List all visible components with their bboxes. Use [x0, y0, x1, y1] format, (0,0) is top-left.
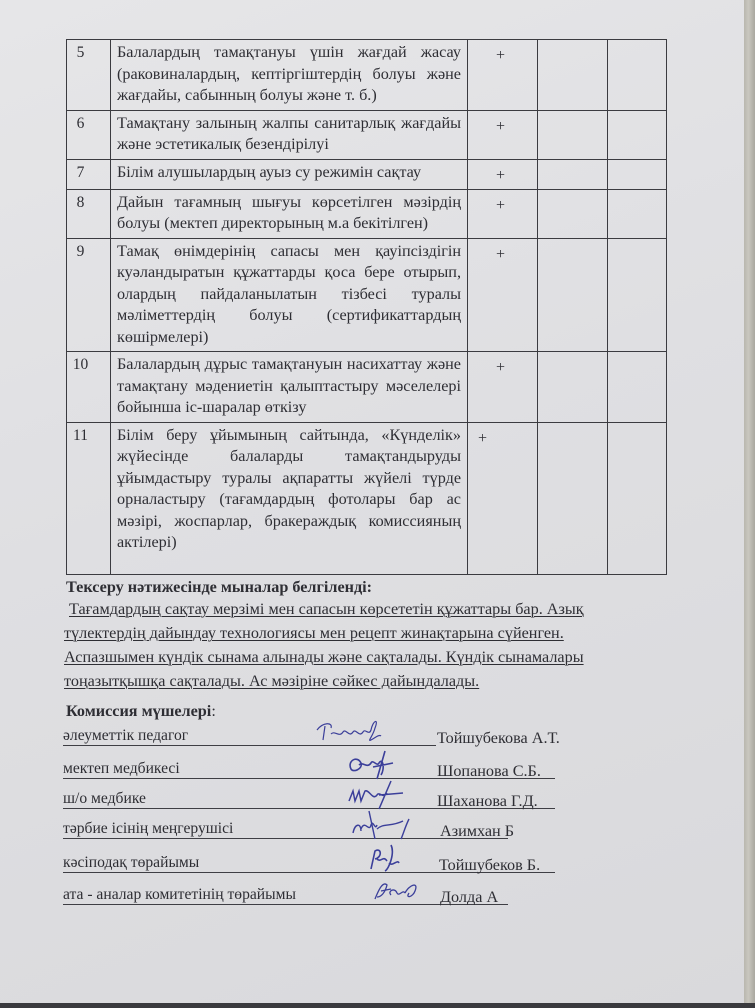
row-number: 6 — [76, 114, 85, 132]
empty-cell — [608, 159, 667, 189]
row-mark: + — [478, 429, 488, 447]
empty-cell — [608, 238, 667, 352]
commission-heading: Комиссия мүшелері: — [66, 702, 216, 720]
empty-cell — [608, 352, 667, 423]
checklist-table — [66, 39, 667, 575]
row-mark: + — [496, 359, 506, 376]
row-criterion: Білім беру ұйымының сайтында, «Күнделік» жүйесінде балаларды тамақтандыруды ұйымдастыру туралы ақпаратты жүйелі түрде орналастыру (тағамдардың фотолары бар ас мәзірі, жоспарлар, бракераждық комиссияның актілері) — [111, 422, 468, 574]
member-role: әлеуметтік педагог — [63, 727, 189, 744]
member-name: Шопанова С.Б. — [437, 762, 541, 780]
empty-cell — [538, 238, 608, 352]
signature-image — [347, 809, 417, 841]
empty-cell — [538, 40, 608, 111]
row-mark: + — [496, 196, 506, 214]
findings-heading: Тексеру нәтижесінде мыналар белгіленді: — [66, 578, 373, 596]
member-name: Тойшубекова А.Т. — [437, 729, 560, 747]
commission-member — [63, 851, 563, 873]
findings-line: Тағамдардың сақтау мерзімі мен сапасын көрсететін құжаттары бар. Азық — [69, 600, 584, 618]
signature-image — [369, 875, 439, 907]
commission-member — [63, 787, 563, 809]
row-mark: + — [496, 47, 506, 64]
row-number: 9 — [76, 242, 85, 260]
table-row — [67, 238, 667, 352]
empty-cell — [538, 110, 608, 159]
table-row — [67, 40, 667, 111]
page-edge — [0, 1003, 755, 1008]
commission-member — [63, 724, 563, 746]
member-name: Долда А — [440, 888, 499, 906]
member-role: ш/о медбике — [63, 790, 146, 807]
table-row — [67, 110, 667, 159]
commission-member — [63, 817, 563, 839]
row-number: 5 — [76, 44, 85, 61]
findings-line: Аспазшымен күндік сынама алынады және сақталады. Күндік сынамалары — [64, 648, 584, 666]
table-row — [67, 159, 667, 189]
table-row — [67, 189, 667, 238]
empty-cell — [608, 110, 667, 159]
member-role: кәсіподақ төрайымы — [63, 854, 200, 871]
empty-cell — [538, 189, 608, 238]
signature-image — [343, 749, 413, 781]
signature-image — [363, 843, 433, 875]
page-edge — [744, 0, 755, 1003]
row-mark: + — [496, 245, 506, 263]
row-number: 11 — [73, 426, 88, 444]
empty-cell — [538, 352, 608, 423]
row-mark: + — [496, 166, 506, 184]
row-mark: + — [496, 117, 506, 135]
row-criterion: Білім алушылардың ауыз су режимін сақтау — [111, 159, 468, 189]
member-role: мектеп медбикесі — [63, 760, 180, 777]
signature-image — [343, 779, 413, 811]
findings-line: түлектердің дайындау технологиясы мен рецепт жинақтарына сүйенген. — [64, 624, 564, 642]
commission-member — [63, 883, 563, 905]
table-row — [67, 422, 667, 574]
empty-cell — [538, 159, 608, 189]
row-number: 7 — [76, 163, 85, 181]
member-name: Шаханова Г.Д. — [437, 792, 538, 810]
empty-cell — [608, 422, 667, 574]
table-row — [67, 352, 667, 423]
signature-image — [313, 716, 383, 748]
row-criterion: Тамақ өнімдерінің сапасы мен қауіпсіздігін куәландыратын құжаттарды қоса бере отырып, олардың пайдаланылатын тізбесі туралы мәліметтердің болуы (сертификаттардың көшірмелері) — [111, 238, 468, 352]
commission-member — [63, 757, 563, 779]
row-criterion: Тамақтану залының жалпы санитарлық жағдайы және эстетикалық безендірілуі — [111, 110, 468, 159]
row-number: 8 — [76, 193, 85, 211]
member-role: ата - аналар комитетінің төрайымы — [63, 886, 296, 903]
row-criterion: Балалардың тамақтануы үшін жағдай жасау (раковиналардың, кептіргіштердің болуы және жағдайы, сабынның болуы және т. б.) — [111, 40, 468, 111]
findings-text — [64, 597, 684, 693]
row-criterion: Дайын тағамның шығуы көрсетілген мәзірдің болуы (мектеп директорының м.а бекітілген) — [111, 189, 468, 238]
member-name: Азимхан Б — [440, 822, 515, 840]
findings-line: тоңазытқышқа сақталады. Ас мәзіріне сәйкес дайындалады. — [64, 672, 480, 690]
empty-cell — [538, 422, 608, 574]
member-name: Тойшубеков Б. — [439, 856, 541, 874]
empty-cell — [608, 189, 667, 238]
member-role: тәрбие ісінің меңгерушісі — [63, 820, 234, 837]
row-criterion: Балалардың дұрыс тамақтануын насихаттау және тамақтану мәдениетін қалыптастыру мәселелері бойынша іс-шаралар өткізу — [111, 352, 468, 423]
row-number: 10 — [72, 356, 89, 373]
empty-cell — [608, 40, 667, 111]
